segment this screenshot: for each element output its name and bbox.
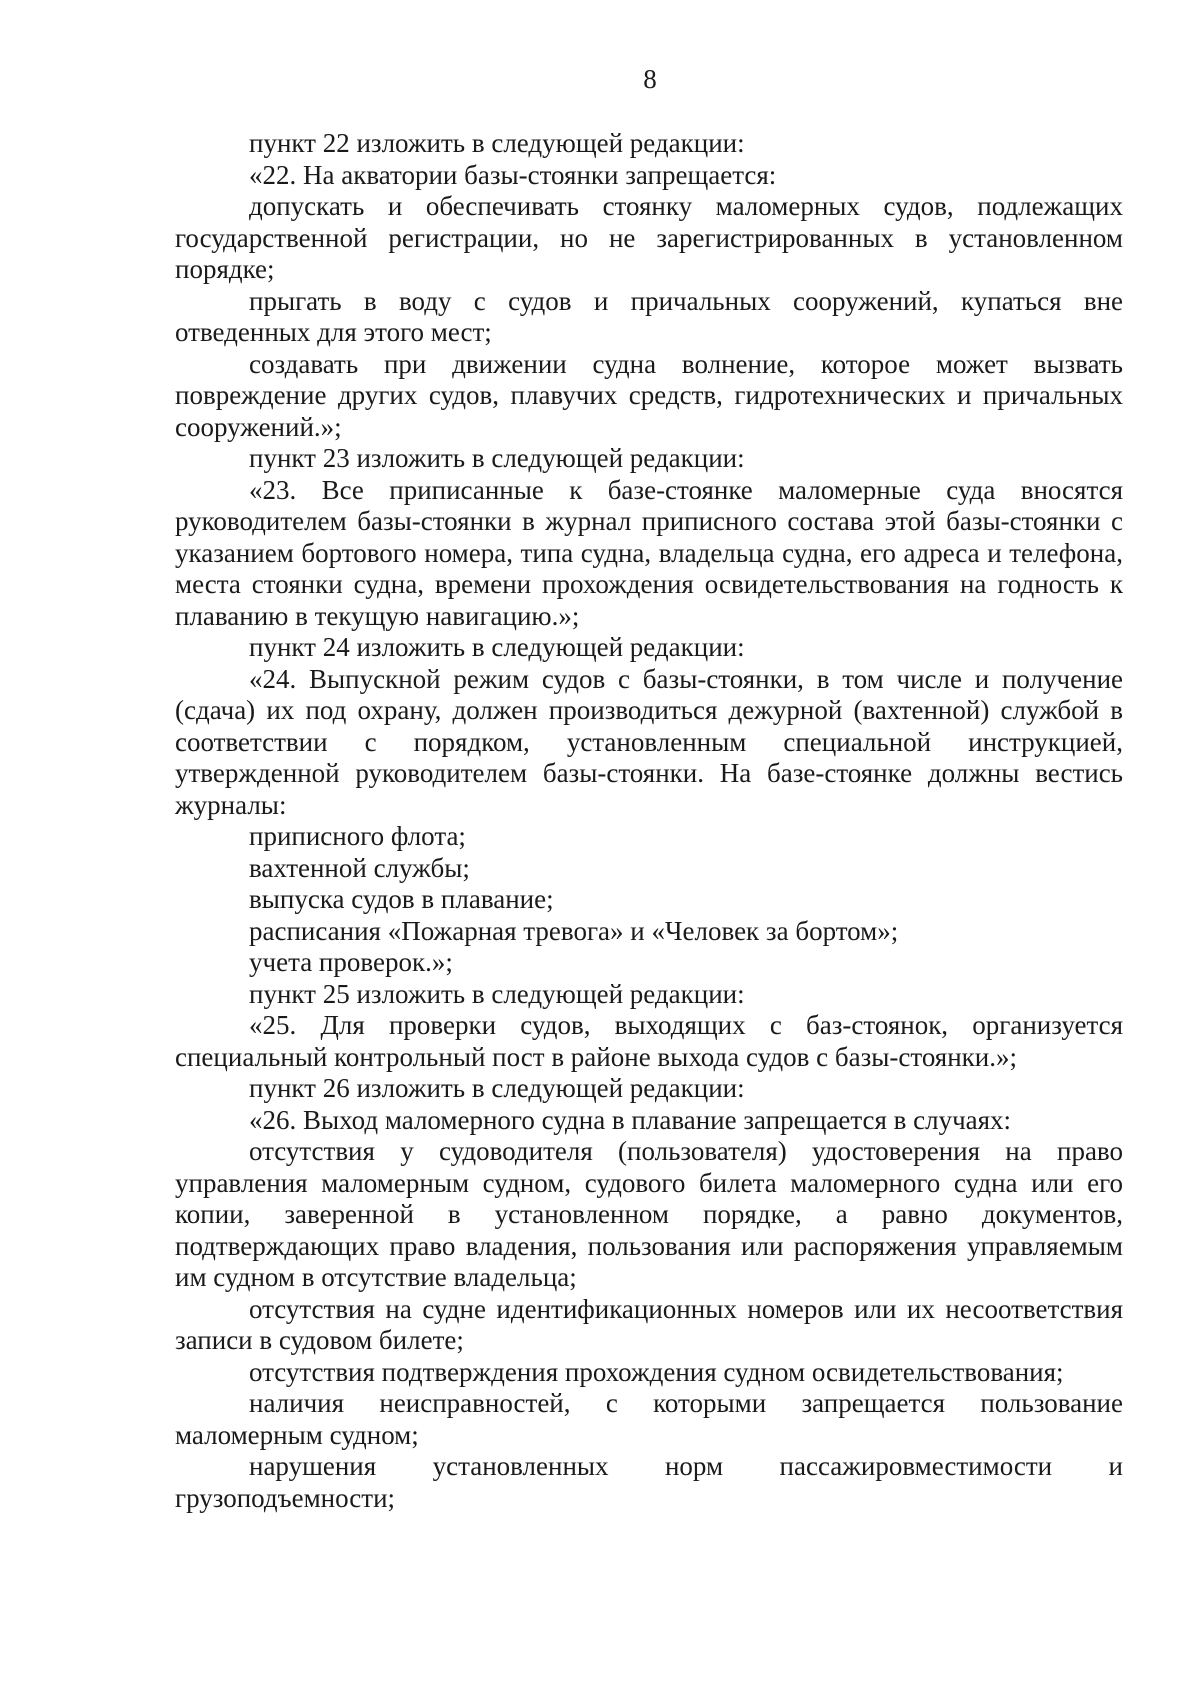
paragraph: допускать и обеспечивать стоянку маломерных судов, подлежащих государственной регистрации, но не зарегистрированных в установленном порядке; <box>175 191 1123 284</box>
paragraph: «25. Для проверки судов, выходящих с баз-стоянок, организуется специальный контрольный пост в районе выхода судов с базы-стоянки.»; <box>175 1010 1123 1072</box>
paragraph: пункт 25 изложить в следующей редакции: <box>249 978 745 1009</box>
document-body <box>175 128 1123 1514</box>
paragraph: отсутствия на судне идентификационных номеров или их несоответствия записи в судовом билете; <box>175 1293 1123 1355</box>
paragraph: расписания «Пожарная тревога» и «Человек за бортом»; <box>249 915 899 946</box>
paragraph: пункт 23 изложить в следующей редакции: <box>249 443 745 473</box>
page-number: 8 <box>643 64 657 94</box>
paragraph: создавать при движении судна волнение, которое может вызвать повреждение других судов, плавучих средств, гидротехнических и причальных сооружений.»; <box>175 348 1123 442</box>
paragraph: пункт 26 изложить в следующей редакции: <box>249 1073 745 1103</box>
paragraph: прыгать в воду с судов и причальных сооружений, купаться вне отведенных для этого мест; <box>175 285 1123 347</box>
paragraph: наличия неисправностей, с которыми запрещается пользование маломерным судном; <box>175 1388 1123 1450</box>
paragraph: «24. Выпускной режим судов с базы-стоянки, в том числе и получение (сдача) их под охрану, должен производиться дежурной (вахтенной) службой в соответствии с порядком, установленным специальной инструкцией, утвержденной руководителем базы-стоянки. На базе-стоянке должны вестись журналы: <box>175 663 1123 820</box>
paragraph: пункт 24 изложить в следующей редакции: <box>249 632 745 662</box>
paragraph: вахтенной службы; <box>249 852 470 883</box>
paragraph: выпуска судов в плавание; <box>249 884 554 914</box>
paragraph: «23. Все приписанные к базе-стоянке маломерные суда вносятся руководителем базы-стоянки в журнал приписного состава этой базы-стоянки с указанием бортового номера, типа судна, владельца судна, его адреса и телефона, места стоянки судна, времени прохождения освидетельствования на годность к плаванию в текущую навигацию.»; <box>175 474 1123 631</box>
paragraph: учета проверок.»; <box>249 947 453 977</box>
paragraph: приписного флота; <box>249 821 466 851</box>
paragraph: «26. Выход маломерного судна в плавание запрещается в случаях: <box>249 1104 1012 1135</box>
paragraph: отсутствия подтверждения прохождения судном освидетельствования; <box>249 1356 1064 1387</box>
paragraph: «22. На акватории базы-стоянки запрещается: <box>249 159 777 190</box>
paragraph: отсутствия у судоводителя (пользователя) удостоверения на право управления маломерным судном, судового билета маломерного судна или его копии, заверенной в установленном порядке, а равно документов, подтверждающих право владения, пользования или распоряжения управляемым им судном в отсутствие владельца; <box>175 1136 1123 1292</box>
paragraph: пункт 22 изложить в следующей редакции: <box>249 128 745 158</box>
paragraph: нарушения установленных норм пассажировместимости и грузоподъемности; <box>175 1451 1123 1513</box>
